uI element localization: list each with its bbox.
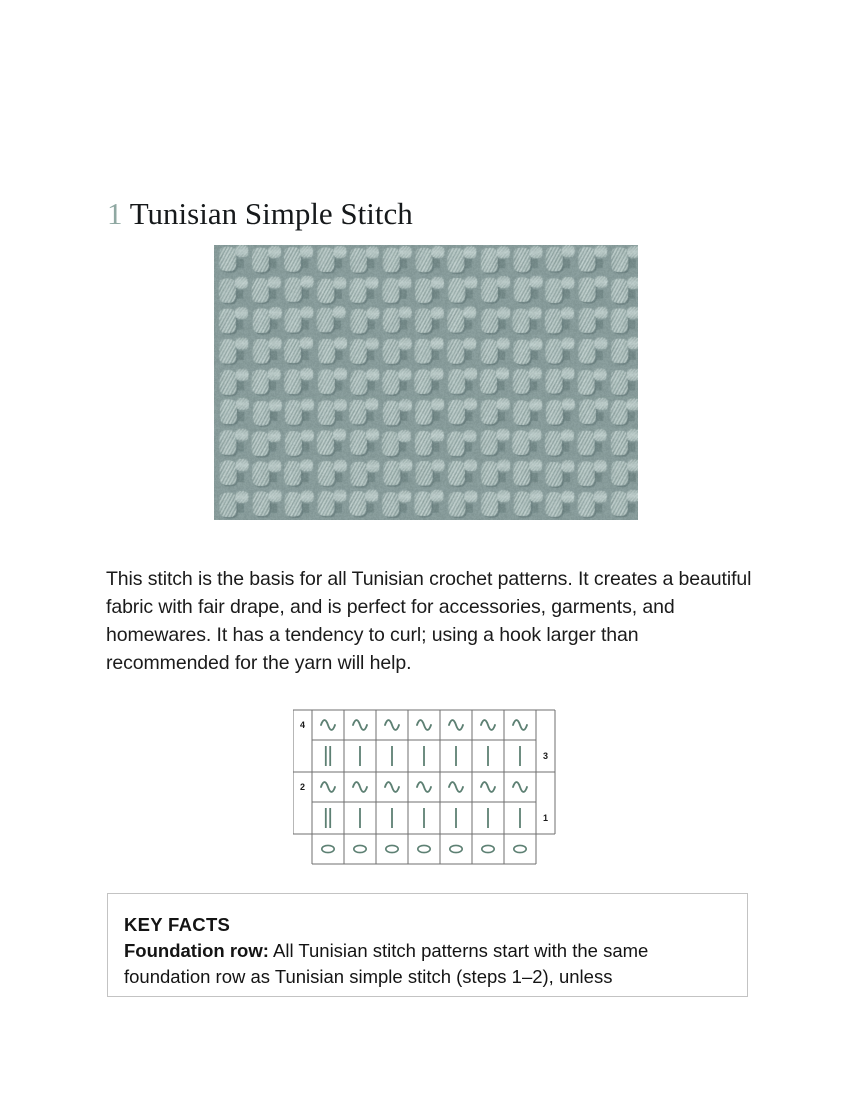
stitch-photo-canvas — [214, 245, 638, 520]
chapter-number: 1 — [107, 195, 123, 231]
key-facts-box — [107, 893, 748, 997]
stitch-photo — [214, 245, 638, 520]
chart-row-label: 1 — [542, 813, 549, 824]
page-title — [107, 197, 413, 231]
stitch-chart — [293, 709, 558, 873]
chart-row-label: 2 — [299, 782, 306, 793]
chart-row-label: 4 — [299, 720, 306, 731]
body-paragraph: This stitch is the basis for all Tunisian crochet patterns. It creates a beautiful fabric with fair drape, and is perfect for accessories, garments, and homewares. It has a tendency to curl; using a hook larger than recommended for the yarn will help. — [106, 567, 752, 675]
stitch-chart-svg — [293, 709, 558, 873]
key-facts-text: All Tunisian stitch patterns start with the same foundation row as Tunisian simple stitch (steps 1–2), unless — [124, 940, 649, 987]
key-facts-body — [124, 938, 731, 990]
key-facts-lead-in: Foundation row: — [124, 940, 269, 961]
chart-row-label: 3 — [542, 751, 549, 762]
chapter-title-text: Tunisian Simple Stitch — [129, 195, 413, 231]
key-facts-content — [108, 894, 747, 990]
key-facts-heading: KEY FACTS — [124, 914, 231, 935]
